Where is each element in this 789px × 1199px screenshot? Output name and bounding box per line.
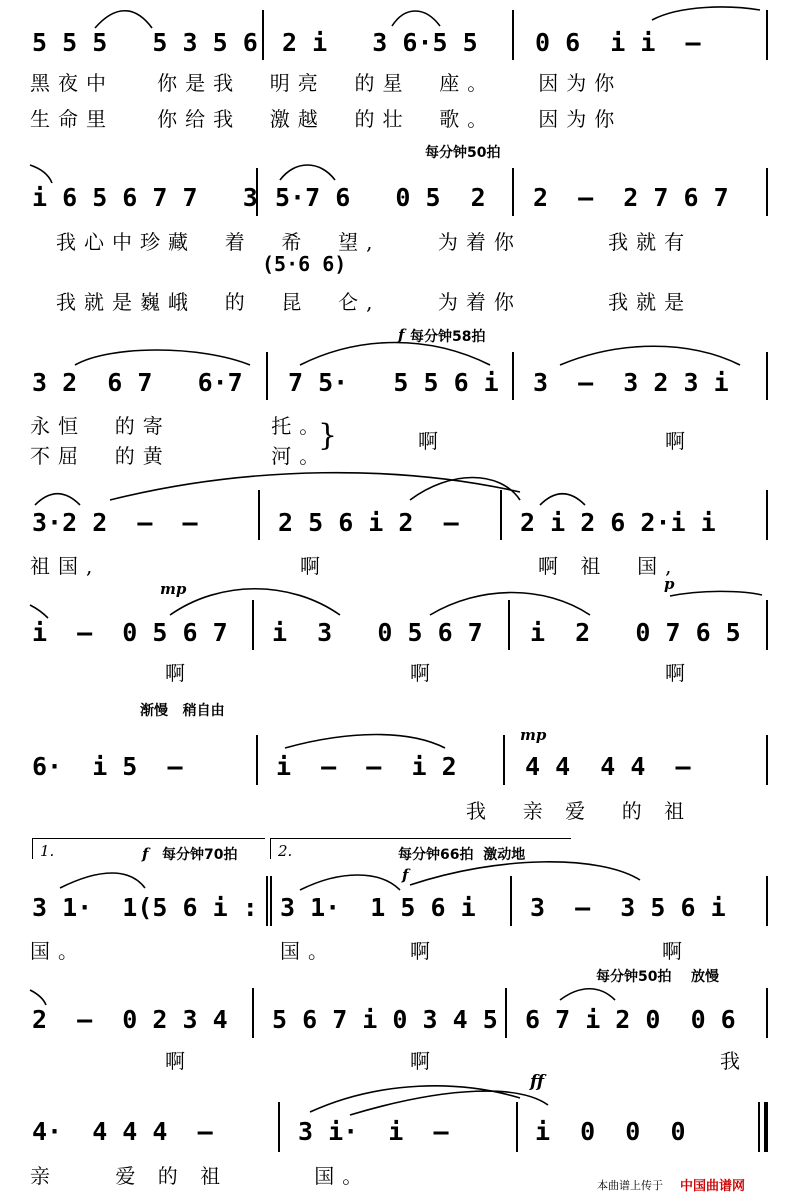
slur bbox=[60, 873, 145, 888]
row9-lyric: 亲 爱 的 祖 国。 bbox=[30, 1164, 371, 1188]
barline bbox=[516, 1102, 518, 1152]
row1-lyric-verse1: 黑夜中 你是我 明亮 的星 座。 因为你 bbox=[30, 71, 623, 95]
row6-bar1-notes: 6· i 5 – bbox=[32, 752, 183, 781]
row3-ah-2: 啊 bbox=[665, 429, 693, 453]
slur bbox=[35, 494, 80, 505]
row2-lyric-verse2: 我就是巍峨 的 昆 仑, 为着你 我就是 bbox=[56, 290, 693, 314]
row5-bar1-notes: i – 0 5 6 7 bbox=[32, 618, 228, 647]
row8-lyric-3: 我 bbox=[720, 1049, 748, 1073]
barline bbox=[766, 600, 768, 650]
brace: } bbox=[318, 418, 338, 453]
tempo-marking: 每分钟50拍 放慢 bbox=[596, 969, 719, 985]
dynamic-mp: mp bbox=[520, 726, 547, 744]
dynamic-f: f bbox=[402, 866, 409, 884]
row2-bar2-notes: 5·7 6 0 5 2 bbox=[275, 183, 486, 212]
slur bbox=[310, 1086, 520, 1112]
row4-bar1-notes: 3·2 2 – – bbox=[32, 508, 198, 537]
row1-bar3-notes: 0 6 i i – bbox=[535, 28, 701, 57]
slur bbox=[430, 593, 590, 616]
dynamic-p: p bbox=[664, 575, 675, 593]
slur bbox=[30, 165, 52, 183]
row6-bar2-notes: i – – i 2 bbox=[276, 752, 457, 781]
barline bbox=[766, 168, 768, 216]
tempo-marking-2: 每分钟66拍 激动地 bbox=[398, 847, 526, 863]
barline bbox=[512, 10, 514, 60]
row9-bar1-notes: 4· 4 4 4 – bbox=[32, 1117, 213, 1146]
barline bbox=[278, 1102, 280, 1152]
slur bbox=[300, 875, 400, 890]
row4-lyric-2: 啊 bbox=[300, 554, 328, 578]
row5-bar2-notes: i 3 0 5 6 7 bbox=[272, 618, 483, 647]
barline bbox=[508, 600, 510, 650]
row5-lyric-3: 啊 bbox=[665, 661, 693, 685]
final-barline-thin bbox=[758, 1102, 760, 1152]
volta-1-label: 1. bbox=[40, 842, 55, 860]
slur bbox=[285, 735, 445, 749]
barline bbox=[262, 10, 264, 60]
tempo-marking: 渐慢 稍自由 bbox=[140, 703, 225, 719]
barline bbox=[512, 168, 514, 216]
barline bbox=[258, 490, 260, 540]
slur bbox=[95, 11, 152, 28]
row5-bar3-notes: i 2 0 7 6 5 bbox=[530, 618, 741, 647]
slur bbox=[30, 990, 46, 1005]
site-logo: 中国曲谱网 bbox=[680, 1179, 746, 1194]
row2-lyric-verse1: 我心中珍藏 着 希 望, 为着你 我就有 bbox=[56, 230, 693, 254]
slur bbox=[560, 989, 615, 1000]
final-barline-thick bbox=[764, 1102, 768, 1152]
row8-lyric-2: 啊 bbox=[410, 1049, 438, 1073]
row2-bar1-notes: i 6 5 6 7 7 3 bbox=[32, 183, 258, 212]
row7-bar3-notes: 3 – 3 5 6 i bbox=[530, 893, 726, 922]
slur bbox=[540, 494, 585, 505]
barline bbox=[252, 988, 254, 1038]
barline bbox=[512, 352, 514, 400]
row4-bar2-notes: 2 5 6 i 2 – bbox=[278, 508, 459, 537]
barline bbox=[266, 352, 268, 400]
barline bbox=[503, 735, 505, 785]
upload-note: 本曲谱上传于 bbox=[597, 1179, 663, 1192]
slur bbox=[30, 605, 48, 618]
row3-bar3-notes: 3 – 3 2 3 i bbox=[533, 368, 729, 397]
row4-lyric-3: 啊 祖 国, bbox=[538, 554, 680, 578]
barline bbox=[766, 352, 768, 400]
barline bbox=[256, 735, 258, 785]
row7-lyric-3: 啊 bbox=[410, 939, 438, 963]
slur bbox=[652, 7, 760, 20]
row8-bar3-notes: 6 7 i 2 0 0 6 bbox=[525, 1005, 736, 1034]
row8-bar1-notes: 2 – 0 2 3 4 bbox=[32, 1005, 228, 1034]
tempo-marking-1: 每分钟70拍 bbox=[162, 847, 238, 863]
row5-lyric-1: 啊 bbox=[165, 661, 193, 685]
row6-lyric: 我 亲 爱 的 祖 bbox=[466, 799, 693, 823]
dynamic-mp: mp bbox=[160, 580, 187, 598]
row4-bar3-notes: 2 i 2 6 2·i i bbox=[520, 508, 716, 537]
row3-bar2-notes: 7 5· 5 5 6 i bbox=[288, 368, 499, 397]
row3-lyric-verse2: 不屈 的黄 河。 bbox=[30, 444, 328, 468]
row8-bar2-notes: 5 6 7 i 0 3 4 5 bbox=[272, 1005, 498, 1034]
barline bbox=[270, 876, 272, 926]
slur bbox=[280, 165, 335, 180]
row9-bar3-notes: i 0 0 0 bbox=[535, 1117, 686, 1146]
row4-lyric-1: 祖国, bbox=[30, 554, 101, 578]
slur bbox=[410, 862, 640, 885]
row2-bar3-notes: 2 – 2 7 6 7 bbox=[533, 183, 729, 212]
row3-lyric-verse1: 永恒 的寄 托。 bbox=[30, 414, 328, 438]
row7-lyric-4: 啊 bbox=[662, 939, 690, 963]
dynamic-f: f bbox=[398, 326, 405, 344]
barline bbox=[766, 490, 768, 540]
barline bbox=[766, 10, 768, 60]
dynamic-f: f bbox=[142, 845, 149, 863]
row1-bar1-notes: 5 5 5 5 3 5 6 bbox=[32, 28, 258, 57]
row7-bar1-notes: 3 1· 1(5 6 i : bbox=[32, 893, 258, 922]
row3-bar1-notes: 3 2 6 7 6·7 bbox=[32, 368, 243, 397]
slur bbox=[410, 478, 520, 501]
barline bbox=[766, 988, 768, 1038]
barline bbox=[252, 600, 254, 650]
row1-lyric-verse2: 生命里 你给我 激越 的壮 歌。 因为你 bbox=[30, 107, 623, 131]
barline bbox=[505, 988, 507, 1038]
slur bbox=[670, 591, 762, 596]
row6-bar3-notes: 4 4 4 4 – bbox=[525, 752, 691, 781]
slur bbox=[170, 589, 340, 615]
slur bbox=[75, 350, 250, 365]
tempo-marking: 每分钟50拍 bbox=[425, 145, 501, 161]
volta-2-label: 2. bbox=[278, 842, 293, 860]
barline bbox=[510, 876, 512, 926]
tempo-marking: 每分钟58拍 bbox=[410, 329, 486, 345]
barline bbox=[766, 735, 768, 785]
slur bbox=[560, 346, 740, 365]
row7-lyric-2: 国。 bbox=[280, 939, 336, 963]
row8-lyric-1: 啊 bbox=[165, 1049, 193, 1073]
row9-bar2-notes: 3 i· i – bbox=[298, 1117, 449, 1146]
row7-bar2-notes: 3 1· 1 5 6 i bbox=[280, 893, 476, 922]
barline bbox=[766, 876, 768, 926]
slur bbox=[350, 1091, 548, 1115]
barline bbox=[256, 168, 258, 216]
row3-ah-1: 啊 bbox=[418, 429, 446, 453]
slur bbox=[110, 473, 520, 500]
row1-bar2-notes: 2 i 3 6·5 5 bbox=[282, 28, 478, 57]
alt-notes: (5·6 6) bbox=[262, 252, 347, 276]
dynamic-ff: ff bbox=[530, 1072, 545, 1092]
slur bbox=[392, 11, 440, 26]
barline bbox=[500, 490, 502, 540]
row7-lyric-1: 国。 bbox=[30, 939, 86, 963]
row5-lyric-2: 啊 bbox=[410, 661, 438, 685]
repeat-barline bbox=[266, 876, 268, 926]
